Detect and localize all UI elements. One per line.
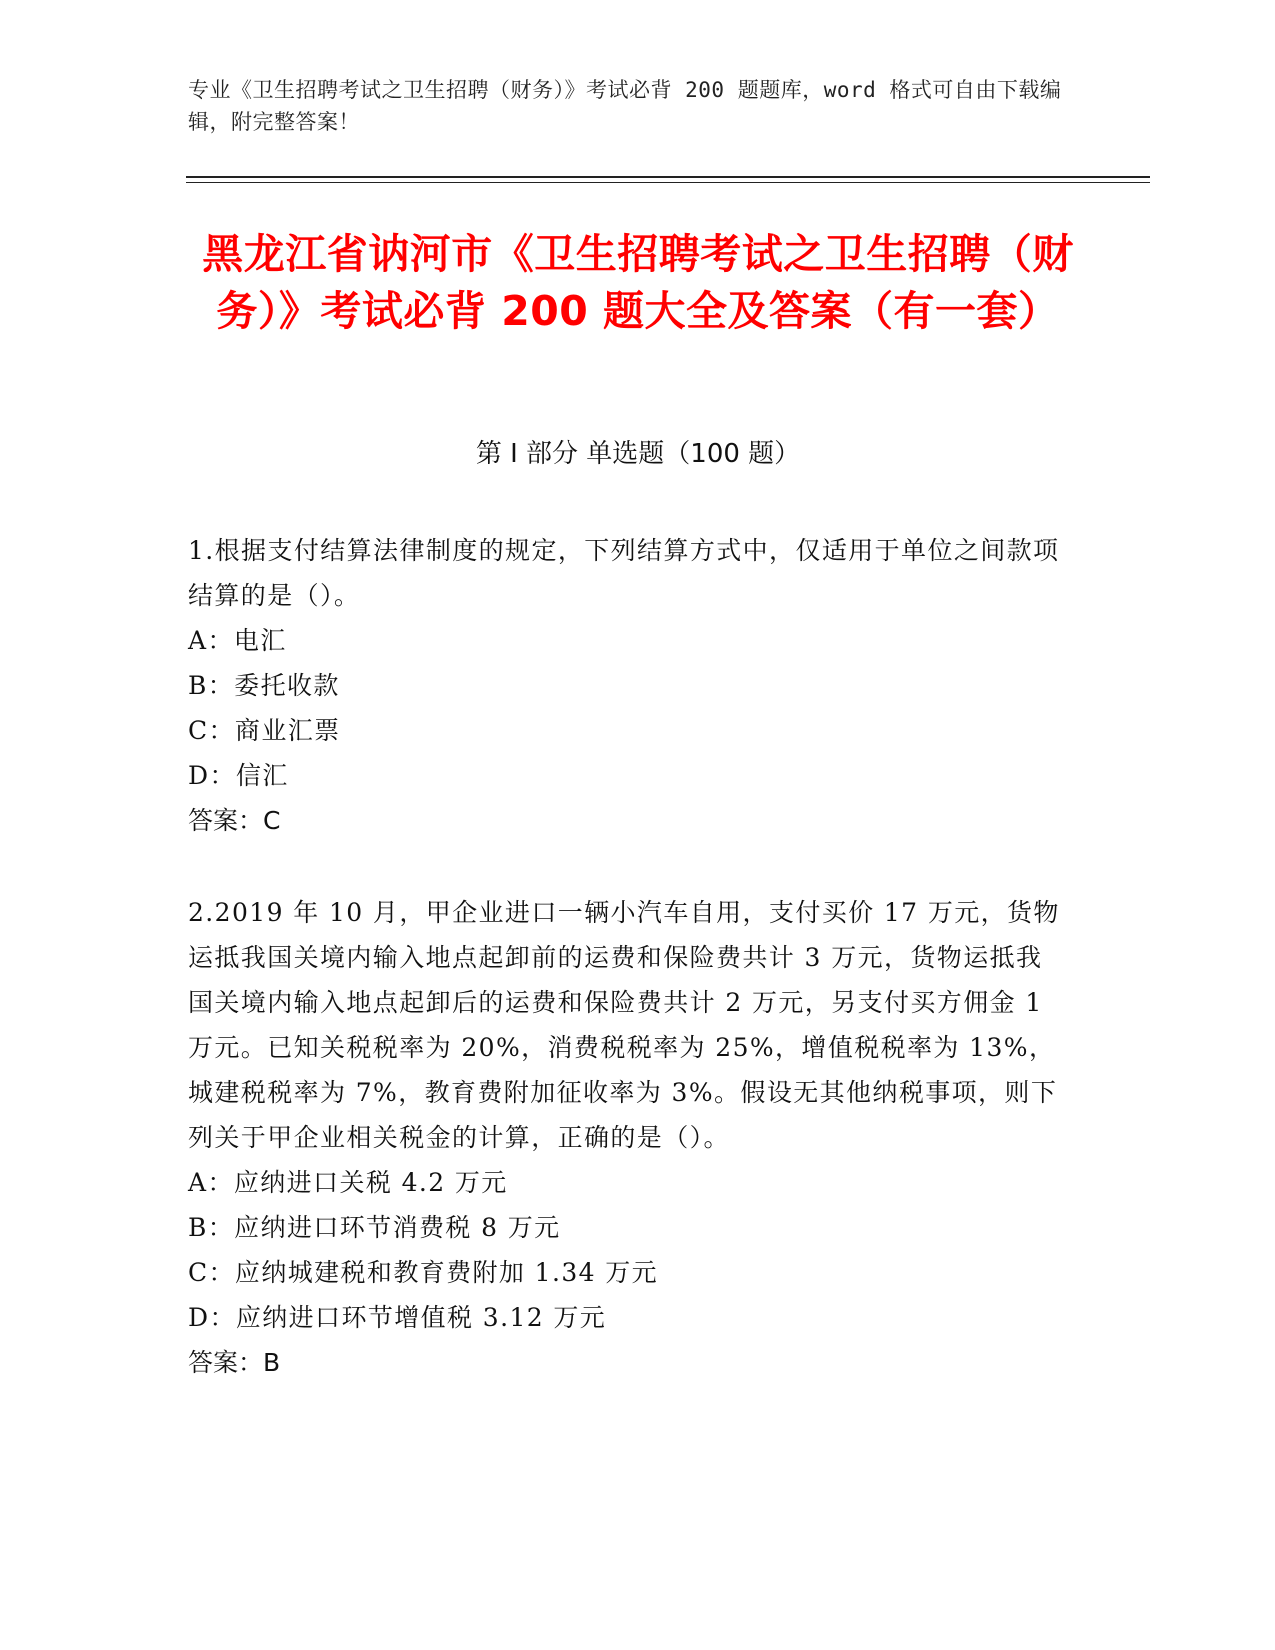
option-a: A：电汇 xyxy=(188,626,287,655)
option-c: C：应纳城建税和教育费附加 1.34 万元 xyxy=(188,1258,659,1287)
answer-line: 答案：B xyxy=(188,1348,281,1377)
header-divider-thin xyxy=(186,182,1150,183)
question-1 xyxy=(188,528,1068,843)
header-divider xyxy=(186,176,1150,178)
question-2 xyxy=(188,890,1068,1385)
option-b: B：委托收款 xyxy=(188,671,340,700)
option-b: B：应纳进口环节消费税 8 万元 xyxy=(188,1213,561,1242)
option-c: C：商业汇票 xyxy=(188,716,341,745)
answer-line: 答案：C xyxy=(188,806,281,835)
option-d: D：信汇 xyxy=(188,761,289,790)
section-heading: 第 I 部分 单选题（100 题） xyxy=(475,439,801,469)
option-d: D：应纳进口环节增值税 3.12 万元 xyxy=(188,1303,607,1332)
document-title: 黑龙江省讷河市《卫生招聘考试之卫生招聘（财务）》考试必背 200 题大全及答案（有一套） xyxy=(202,230,1074,335)
question-stem: 1.根据支付结算法律制度的规定，下列结算方式中，仅适用于单位之间款项结算的是（）。 xyxy=(188,536,1060,610)
question-stem: 2.2019 年 10 月，甲企业进口一辆小汽车自用，支付买价 17 万元，货物运抵我国关境内输入地点起卸前的运费和保险费共计 3 万元，货物运抵我国关境内输入地点起卸后的运费和保险费共计 2 万元，另支付买方佣金 1 万元。已知关税税率为 20%，消费税税率为 25%，增值税税率为 13%，城建税税率为 7%，教育费附加征收率为 3%。假设无其他纳税事项，则下列关于甲企业相关税金的计算，正确的是（）。 xyxy=(188,898,1060,1152)
header-note: 专业《卫生招聘考试之卫生招聘（财务）》考试必背 200 题题库，word 格式可自由下载编辑，附完整答案！ xyxy=(188,78,1062,134)
option-a: A：应纳进口关税 4.2 万元 xyxy=(188,1168,508,1197)
